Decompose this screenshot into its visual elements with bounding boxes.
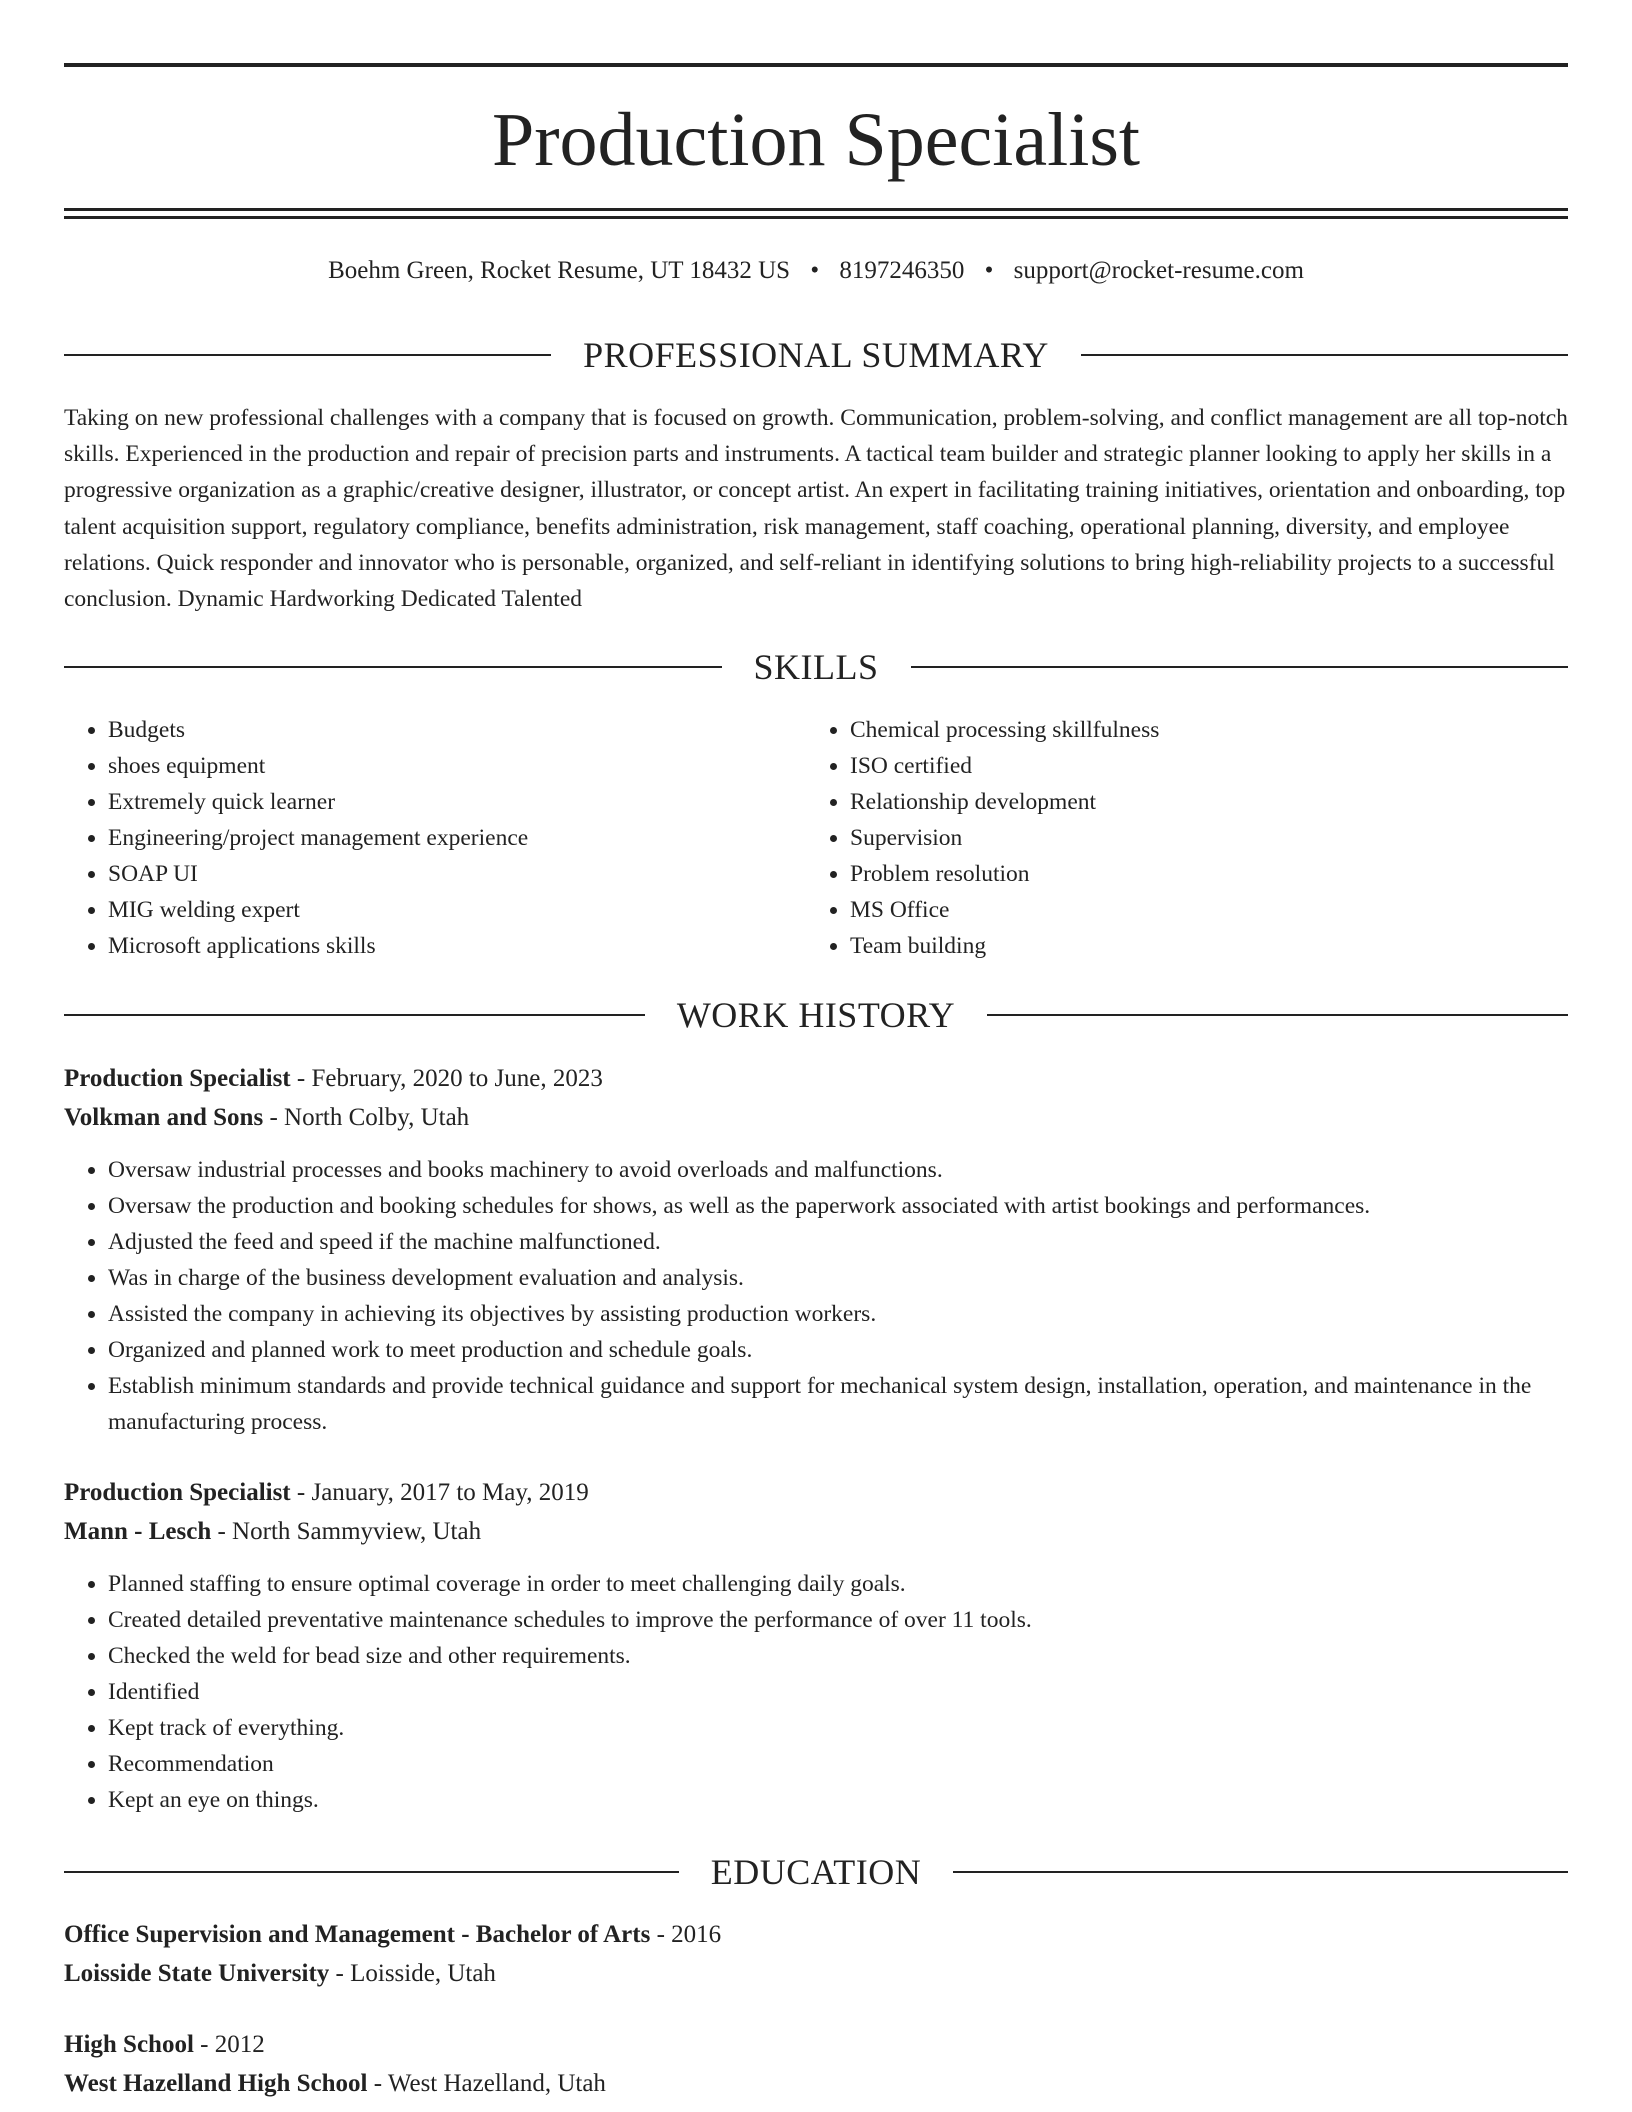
job-title: Production Specialist	[64, 1065, 291, 1092]
education-school: Loisside State University	[64, 1960, 330, 1987]
education-location: - West Hazelland, Utah	[367, 2070, 606, 2097]
job-bullets	[64, 1152, 1568, 1440]
contact-line	[64, 254, 1568, 288]
education-entry	[64, 2025, 1568, 2103]
skill-item: • SOAP UI	[108, 856, 764, 892]
heading-rule-left	[64, 666, 722, 668]
contact-address: Boehm Green, Rocket Resume, UT 18432 US	[328, 257, 791, 284]
education-year: - 2016	[650, 1921, 722, 1948]
skill-item: • Budgets	[108, 712, 764, 748]
job-location: - North Colby, Utah	[263, 1104, 470, 1131]
section-heading-education	[64, 1850, 1568, 1894]
title-double-rule	[64, 208, 1568, 219]
job-bullet: • Created detailed preventative maintenance schedules to improve the performance of over 11 tools.	[108, 1602, 1568, 1638]
summary-paragraph: Taking on new professional challenges with a company that is focused on growth. Communication, problem-solving, and conflict management are all top-notch skills. Experienced in the production and repair of precision parts and instruments. A tactical team builder and strategic planner looking to apply her skills in a progressive organization as a graphic/creative designer, illustrator, or concept artist. An expert in facilitating training initiatives, orientation and onboarding, top talent acquisition support, regulatory compliance, benefits administration, risk management, staff coaching, operational planning, diversity, and employee relations. Quick responder and innovator who is personable, organized, and self-reliant in identifying solutions to bring high-reliability projects to a successful conclusion. Dynamic Hardworking Dedicated Talented	[64, 405, 1568, 613]
job-bullet: • Assisted the company in achieving its objectives by assisting production workers.	[108, 1296, 1568, 1332]
section-heading-label: SKILLS	[753, 647, 879, 687]
education-school-line	[64, 1954, 1568, 1993]
job-dates: - January, 2017 to May, 2019	[290, 1479, 589, 1506]
job-bullet: • Organized and planned work to meet production and schedule goals.	[108, 1332, 1568, 1368]
job-bullet: • Oversaw the production and booking schedules for shows, as well as the paperwork associated with artist bookings and performances.	[108, 1188, 1568, 1224]
skill-item: • Engineering/project management experience	[108, 820, 764, 856]
contact-separator: •	[984, 257, 994, 284]
top-rule	[64, 63, 1568, 67]
job-title-line	[64, 1059, 1568, 1098]
education-entry	[64, 1915, 1568, 1993]
education-year: - 2012	[193, 2031, 265, 2058]
skills-column-right	[806, 712, 1506, 964]
skill-item: • MIG welding expert	[108, 892, 764, 928]
skill-item: • Problem resolution	[850, 856, 1506, 892]
skills-list-left	[64, 712, 764, 964]
section-heading-work	[64, 993, 1568, 1037]
heading-rule-right	[987, 1014, 1568, 1016]
skill-item: • Relationship development	[850, 784, 1506, 820]
section-heading-skills	[64, 645, 1568, 689]
job-bullet: • Kept an eye on things.	[108, 1782, 1568, 1818]
section-heading-label: PROFESSIONAL SUMMARY	[583, 335, 1049, 375]
job-company: Volkman and Sons	[64, 1104, 264, 1131]
heading-rule-left	[64, 1014, 645, 1016]
heading-rule-left	[64, 354, 551, 356]
job-bullet: • Establish minimum standards and provide technical guidance and support for mechanical system design, installation, operation, and maintenance in the manufacturing process.	[108, 1368, 1568, 1440]
heading-rule-left	[64, 1871, 679, 1873]
heading-rule-right	[1081, 354, 1568, 356]
section-heading-label: WORK HISTORY	[676, 995, 956, 1035]
contact-separator: •	[810, 257, 820, 284]
skill-item: • Chemical processing skillfulness	[850, 712, 1506, 748]
job-bullet: • Checked the weld for bead size and other requirements.	[108, 1638, 1568, 1674]
skill-item: • Team building	[850, 928, 1506, 964]
job-company-line	[64, 1512, 1568, 1551]
skills-column-left	[64, 712, 764, 964]
job-bullet: • Recommendation	[108, 1746, 1568, 1782]
education-school: West Hazelland High School	[64, 2070, 368, 2097]
job-title-line	[64, 1473, 1568, 1512]
job-bullet: • Identified	[108, 1674, 1568, 1710]
education-degree: High School	[64, 2031, 194, 2058]
job-bullet: • Kept track of everything.	[108, 1710, 1568, 1746]
job-entry	[64, 1059, 1568, 1440]
heading-rule-right	[953, 1871, 1568, 1873]
skill-item: • Microsoft applications skills	[108, 928, 764, 964]
job-bullet: • Oversaw industrial processes and books machinery to avoid overloads and malfunctions.	[108, 1152, 1568, 1188]
heading-rule-right	[911, 666, 1569, 668]
skill-item: • MS Office	[850, 892, 1506, 928]
job-company: Mann - Lesch	[64, 1518, 212, 1545]
job-title: Production Specialist	[64, 1479, 291, 1506]
contact-phone[interactable]: 8197246350	[839, 257, 965, 284]
section-heading-summary	[64, 333, 1568, 377]
resume-title: Production Specialist	[491, 98, 1141, 182]
job-bullet: • Was in charge of the business development evaluation and analysis.	[108, 1260, 1568, 1296]
job-location: - North Sammyview, Utah	[211, 1518, 482, 1545]
job-bullet: • Planned staffing to ensure optimal coverage in order to meet challenging daily goals.	[108, 1566, 1568, 1602]
skill-item: • ISO certified	[850, 748, 1506, 784]
job-company-line	[64, 1098, 1568, 1137]
education-location: - Loisside, Utah	[329, 1960, 496, 1987]
education-degree-line	[64, 2025, 1568, 2064]
education-degree: Office Supervision and Management - Bachelor of Arts	[64, 1921, 651, 1948]
education-degree-line	[64, 1915, 1568, 1954]
job-dates: - February, 2020 to June, 2023	[290, 1065, 603, 1092]
section-heading-label: EDUCATION	[710, 1852, 922, 1892]
job-entry	[64, 1473, 1568, 1818]
skill-item: • Supervision	[850, 820, 1506, 856]
skills-list-right	[806, 712, 1506, 964]
education-school-line	[64, 2064, 1568, 2103]
skill-item: • shoes equipment	[108, 748, 764, 784]
skill-item: • Extremely quick learner	[108, 784, 764, 820]
contact-email[interactable]: support@rocket-resume.com	[1013, 257, 1304, 284]
job-bullet: • Adjusted the feed and speed if the machine malfunctioned.	[108, 1224, 1568, 1260]
job-bullets	[64, 1566, 1568, 1818]
